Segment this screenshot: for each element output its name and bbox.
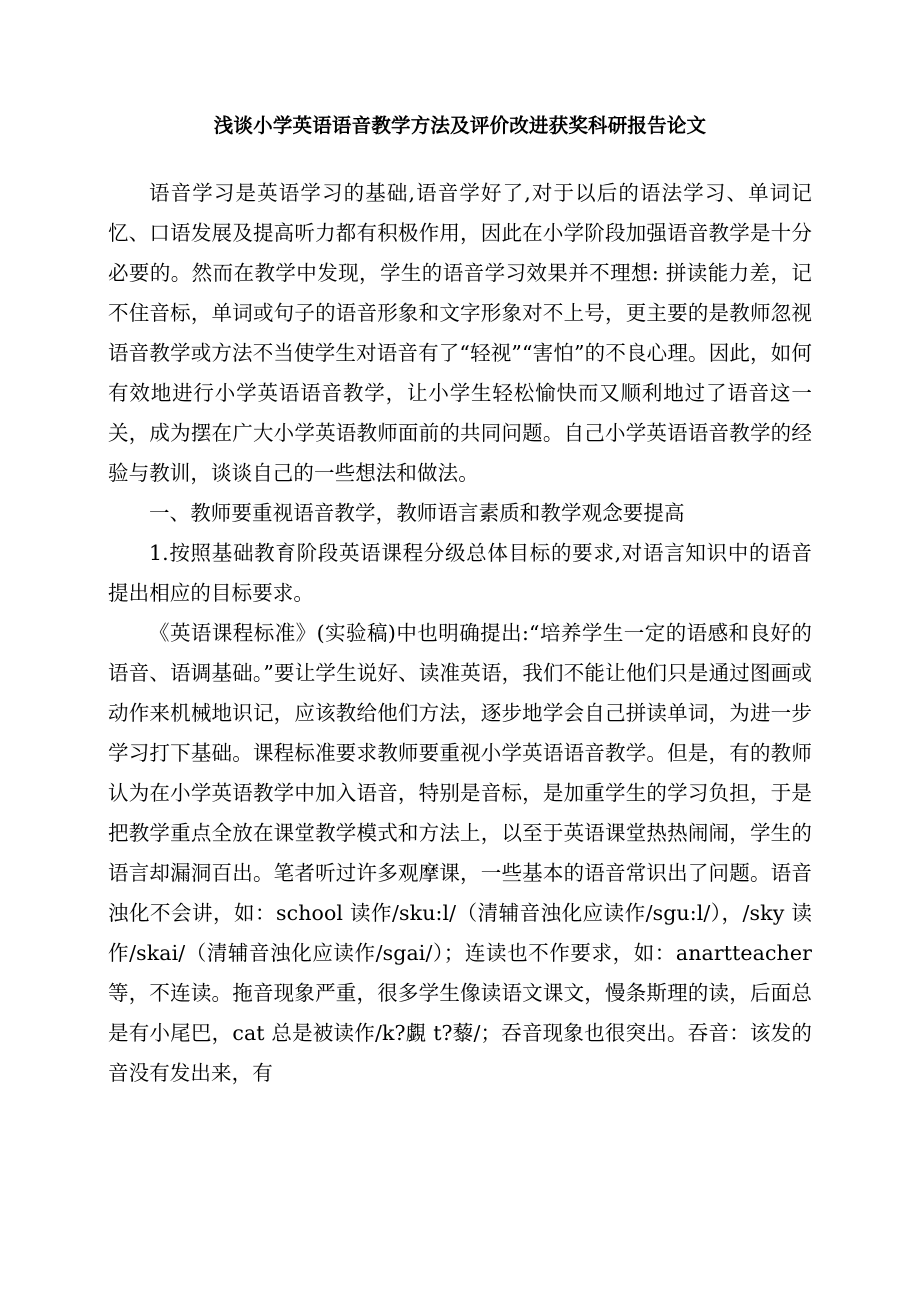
paragraph-2: 一、教师要重视语音教学，教师语言素质和教学观念要提高 (149, 501, 685, 526)
paragraph-3: 1.按照基础教育阶段英语课程分级总体目标的要求,对语言知识中的语音提出相应的目标要求。 (108, 541, 812, 606)
paragraph-1: 语音学习是英语学习的基础,语音学好了,对于以后的语法学习、单词记忆、口语发展及提高听力都有积极作用，因此在小学阶段加强语音教学是十分必要的。然而在教学中发现，学生的语音学习效果并不理想: 拼读能力差，记不住音标，单词或句子的语音形象和文字形象对不上号，更主要的是教师忽视语音教学或方法不当使学生对语音有了“轻视”“害怕”的不良心理。因此，如何有效地进行小学英语语音教学，让小学生轻松愉快而又顺利地过了语音这一关，成为摆在广大小学英语教师面前的共同问题。自己小学英语语音教学的经验与教训，谈谈自己的一些想法和做法。 (108, 181, 812, 486)
page-title: 浅谈小学英语语音教学方法及评价改进获奖科研报告论文 (213, 114, 707, 137)
paragraph-4: 《英语课程标准》(实验稿)中也明确提出:“培养学生一定的语感和良好的语音、语调基础。”要让学生说好、读准英语，我们不能让他们只是通过图画或动作来机械地识记，应该教给他们方法，逐步地学会自己拼读单词，为进一步学习打下基础。课程标准要求教师要重视小学英语语音教学。但是，有的教师认为在小学英语教学中加入语音，特别是音标，是加重学生的学习负担，于是把教学重点全放在课堂教学模式和方法上，以至于英语课堂热热闹闹，学生的语言却漏洞百出。笔者听过许多观摩课，一些基本的语音常识出了问题。语音浊化不会讲，如：school 读作/sku:l/（清辅音浊化应读作/sgu:l/），/sky 读作/skai/（清辅音浊化应读作/sgai/）；连读也不作要求，如：anartteacher 等，不连读。拖音现象严重，很多学生像读语文课文，慢条斯理的读，后面总是有小尾巴，cat 总是被读作/k?覷 t?藜/；吞音现象也很突出。吞音：该发的音没有发出来，有 (108, 621, 812, 1086)
